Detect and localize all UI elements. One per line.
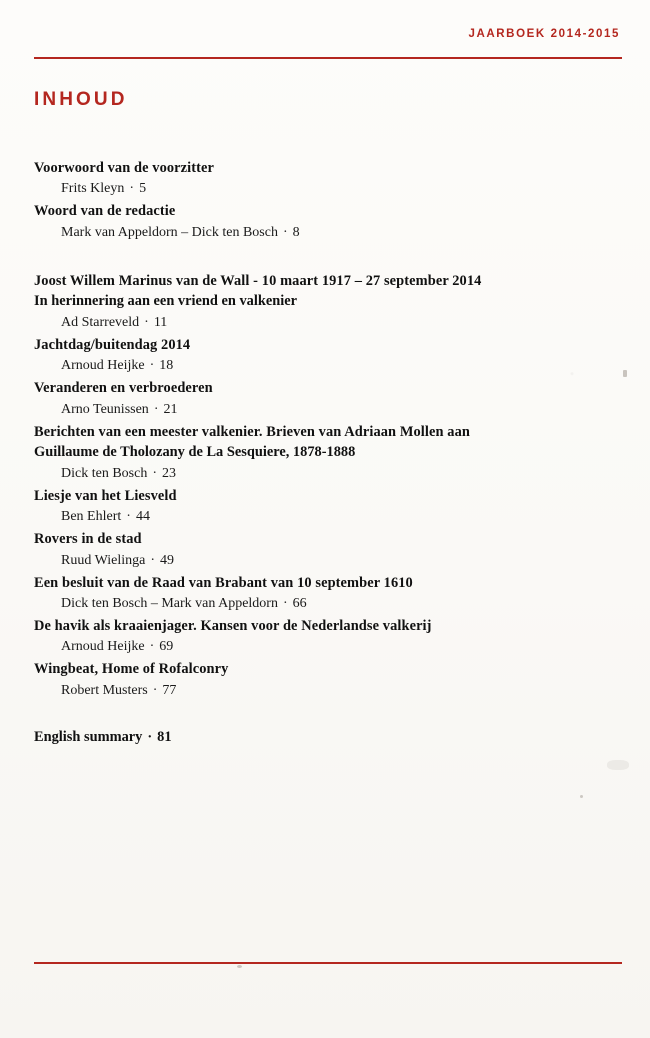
toc-entry-author: Mark van Appeldorn – Dick ten Bosch xyxy=(61,224,278,240)
toc-entry-author-line xyxy=(34,355,614,376)
toc-separator-dot: · xyxy=(153,401,159,417)
toc-entry-title: Voorwoord van de voorzitter xyxy=(34,160,215,176)
toc-separator-dot: · xyxy=(129,181,135,197)
toc-entry[interactable] xyxy=(34,659,614,700)
toc-entry-title: Veranderen en verbroederen xyxy=(34,380,213,397)
toc-separator-dot: · xyxy=(147,728,153,745)
toc-separator-dot: · xyxy=(282,595,288,611)
toc-entry[interactable] xyxy=(34,158,614,199)
toc-entry-title: Een besluit van de Raad van Brabant van 10 september 1610 xyxy=(34,574,413,591)
paper-speck xyxy=(580,795,583,798)
toc-entry[interactable] xyxy=(34,486,614,527)
toc-entry-page-number: 66 xyxy=(292,595,307,611)
toc-entry-subtitle: Guillaume de Tholozany de La Sesquiere, 1878-1888 xyxy=(34,444,356,461)
paper-speck xyxy=(623,370,627,377)
toc-entry-title: De havik als kraaienjager. Kansen voor de Nederlandse valkerij xyxy=(34,617,432,634)
toc-entry-author: Frits Kleyn xyxy=(61,181,125,197)
toc-separator-dot: · xyxy=(152,465,157,481)
toc-entry-page-number: 5 xyxy=(139,181,147,197)
toc-entry[interactable] xyxy=(34,529,614,570)
toc-separator-dot: · xyxy=(150,552,156,568)
toc-entry-title: Joost Willem Marinus van de Wall - 10 maart 1917 – 27 september 2014 xyxy=(34,272,482,289)
toc-entry-page-number: 8 xyxy=(292,224,300,240)
toc-entry-author-line xyxy=(34,463,614,484)
toc-entry-subtitle: In herinnering aan een vriend en valkenier xyxy=(34,293,298,310)
toc-separator-dot: · xyxy=(149,358,155,374)
toc-entry[interactable] xyxy=(34,616,614,657)
toc-entry-author: Arno Teunissen xyxy=(61,401,149,417)
toc-entry-author-line xyxy=(34,178,614,199)
toc-entry-page-number: 49 xyxy=(160,552,175,568)
toc-entry-author: Ad Starreveld xyxy=(61,314,140,330)
paper-speck xyxy=(237,965,242,968)
toc-entry-title: Wingbeat, Home of Rofalconry xyxy=(34,661,229,678)
header-rule xyxy=(34,57,622,59)
page-title: INHOUD xyxy=(34,89,128,110)
toc-entry[interactable] xyxy=(34,201,614,242)
toc-entry-author-line xyxy=(34,680,614,701)
toc-summary-page-number: 81 xyxy=(157,728,172,745)
toc-separator-dot: · xyxy=(126,509,131,525)
toc-entry-title: Rovers in de stad xyxy=(34,531,142,548)
toc-entry-author-line xyxy=(34,312,614,333)
toc-entry-author: Dick ten Bosch xyxy=(61,465,148,481)
toc-entry-author: Robert Musters xyxy=(61,682,148,698)
toc-entry-page-number: 23 xyxy=(162,465,176,481)
table-of-contents xyxy=(34,158,614,746)
toc-entry-author-line xyxy=(34,222,614,243)
toc-entry-page-number: 44 xyxy=(135,509,150,525)
toc-entry-title: Jachtdag/buitendag 2014 xyxy=(34,336,191,353)
toc-entry-page-number: 69 xyxy=(159,639,174,655)
toc-summary-title: English summary xyxy=(34,728,143,745)
toc-separator-dot: · xyxy=(152,682,158,698)
toc-entry-page-number: 11 xyxy=(153,314,168,330)
toc-entry-page-number: 77 xyxy=(162,682,177,698)
toc-entry-author: Arnoud Heijke xyxy=(61,358,145,374)
toc-entry-page-number: 21 xyxy=(163,401,178,417)
toc-entry-author: Ben Ehlert xyxy=(61,509,122,525)
toc-entry[interactable] xyxy=(34,271,614,333)
toc-entry-author-line xyxy=(34,636,614,657)
toc-entry[interactable] xyxy=(34,378,614,419)
toc-separator-dot: · xyxy=(149,639,155,655)
toc-entry-title: Liesje van het Liesveld xyxy=(34,487,177,504)
toc-entry-author-line xyxy=(34,593,614,614)
toc-separator-dot: · xyxy=(144,314,149,330)
toc-entry-author: Dick ten Bosch – Mark van Appeldorn xyxy=(61,595,278,611)
toc-entry-author: Ruud Wielinga xyxy=(61,552,146,568)
footer-rule xyxy=(34,962,622,964)
running-head: JAARBOEK 2014-2015 xyxy=(468,28,620,40)
toc-summary-entry[interactable] xyxy=(34,729,614,746)
toc-separator-dot: · xyxy=(282,224,288,240)
toc-entry-author-line xyxy=(34,550,614,571)
toc-entry[interactable] xyxy=(34,335,614,376)
toc-entry-page-number: 18 xyxy=(159,358,174,374)
toc-entry-author: Arnoud Heijke xyxy=(61,639,145,655)
paper-smudge xyxy=(607,760,629,770)
toc-entry[interactable] xyxy=(34,422,614,484)
toc-entry-title: Berichten van een meester valkenier. Brieven van Adriaan Mollen aan xyxy=(34,423,470,440)
toc-entry-author-line xyxy=(34,506,614,527)
toc-entry-title: Woord van de redactie xyxy=(34,203,176,220)
toc-entry[interactable] xyxy=(34,573,614,614)
toc-entry-author-line xyxy=(34,399,614,420)
